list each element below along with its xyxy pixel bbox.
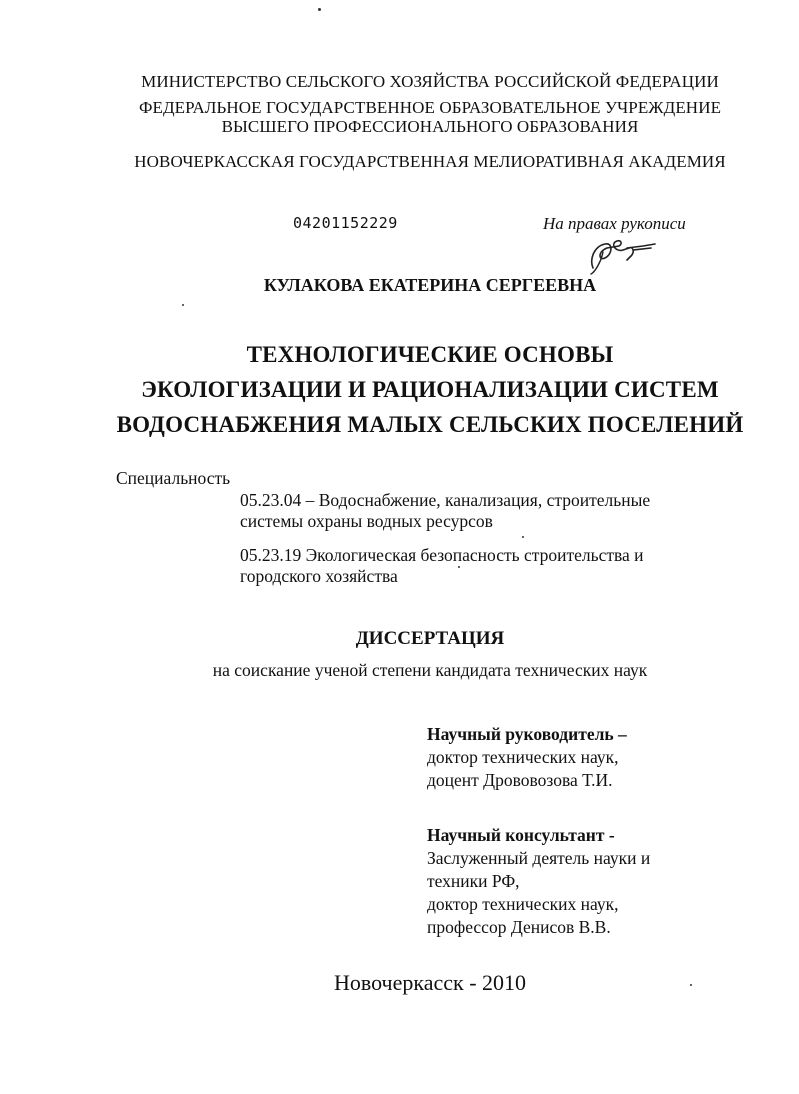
scan-speck — [458, 566, 460, 568]
signature-icon — [583, 228, 663, 276]
specialty-item — [240, 490, 650, 532]
institution-line-2: ВЫСШЕГО ПРОФЕССИОНАЛЬНОГО ОБРАЗОВАНИЯ — [221, 117, 639, 136]
scan-speck — [182, 304, 184, 306]
supervisor-line: доцент Дрововозова Т.И. — [427, 770, 613, 790]
specialty-item-line: системы охраны водных ресурсов — [240, 511, 493, 531]
consultant-line: техники РФ, — [427, 871, 520, 891]
title-line-1: ТЕХНОЛОГИЧЕСКИЕ ОСНОВЫ — [246, 342, 614, 367]
consultant-heading: Научный консультант - — [427, 825, 615, 845]
specialty-item-line: 05.23.04 – Водоснабжение, канализация, строительные — [240, 490, 651, 510]
scan-speck — [690, 984, 692, 986]
title-line-2: ЭКОЛОГИЗАЦИИ И РАЦИОНАЛИЗАЦИИ СИСТЕМ — [141, 377, 719, 402]
institution-line-1: ФЕДЕРАЛЬНОЕ ГОСУДАРСТВЕННОЕ ОБРАЗОВАТЕЛЬНОЕ УЧРЕЖДЕНИЕ — [138, 98, 722, 117]
degree-statement: на соискание ученой степени кандидата технических наук — [212, 660, 648, 680]
supervisor-line: доктор технических наук, — [427, 747, 619, 767]
specialty-item-line: городского хозяйства — [240, 566, 398, 586]
supervisor-block — [427, 723, 627, 792]
scan-speck — [522, 536, 524, 538]
specialty-label: Специальность — [116, 468, 231, 488]
title-line-3: ВОДОСНАБЖЕНИЯ МАЛЫХ СЕЛЬСКИХ ПОСЕЛЕНИЙ — [116, 412, 744, 437]
specialty-item-line: 05.23.19 Экологическая безопасность строительства и — [240, 545, 644, 565]
specialty-item — [240, 545, 644, 587]
dissertation-title — [0, 338, 799, 441]
registration-code: 04201152229 — [293, 214, 398, 232]
consultant-line: профессор Денисов В.В. — [427, 917, 611, 937]
supervisor-heading: Научный руководитель – — [427, 724, 627, 744]
consultant-line: Заслуженный деятель науки и — [427, 848, 651, 868]
consultant-block — [427, 824, 650, 939]
ministry-name: МИНИСТЕРСТВО СЕЛЬСКОГО ХОЗЯЙСТВА РОССИЙСКОЙ ФЕДЕРАЦИИ — [141, 72, 719, 91]
city-year: Новочеркасск - 2010 — [333, 970, 527, 995]
consultant-line: доктор технических наук, — [427, 894, 619, 914]
author-name: КУЛАКОВА ЕКАТЕРИНА СЕРГЕЕВНА — [263, 275, 597, 295]
academy-name: НОВОЧЕРКАССКАЯ ГОСУДАРСТВЕННАЯ МЕЛИОРАТИВНАЯ АКАДЕМИЯ — [134, 152, 726, 171]
document-type: ДИССЕРТАЦИЯ — [355, 628, 505, 649]
rights-note: На правах рукописи — [543, 214, 686, 233]
scan-speck — [318, 8, 321, 11]
